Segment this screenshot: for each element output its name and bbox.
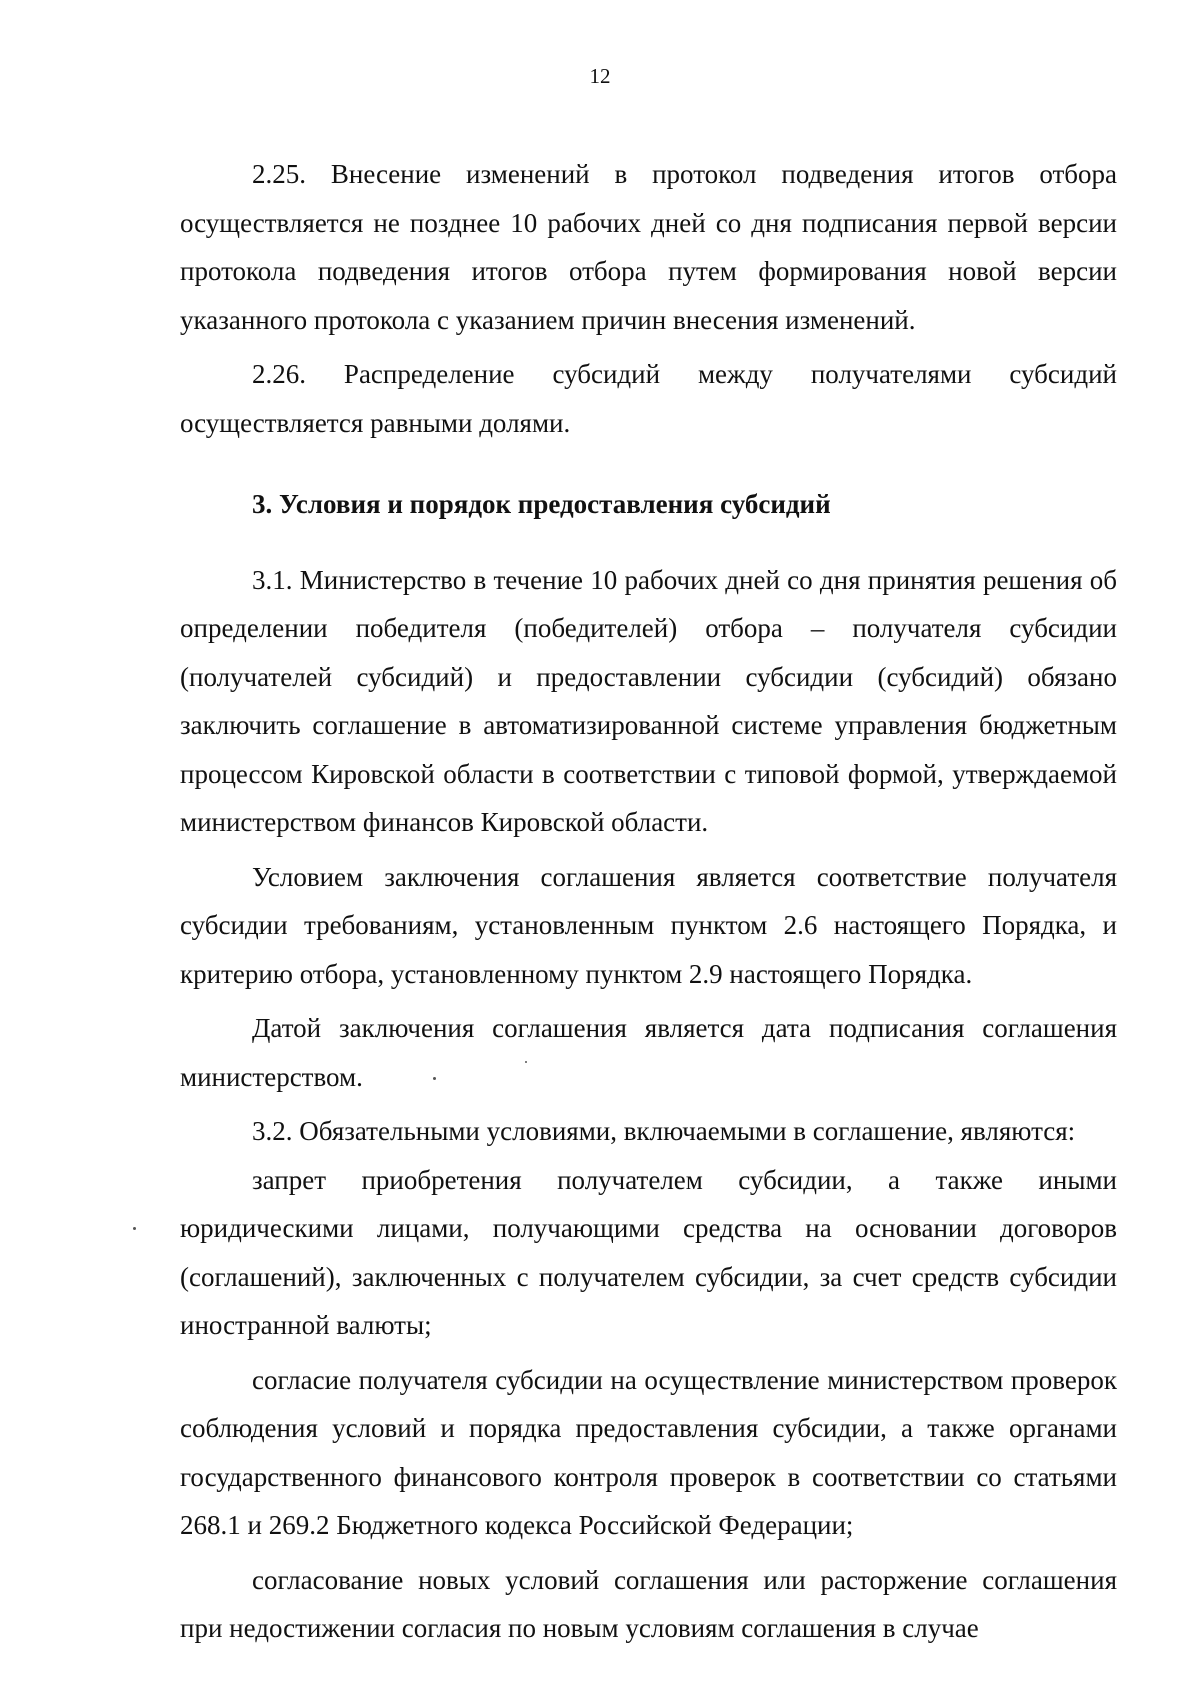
- paragraph-date: Датой заключения соглашения является дата подписания соглашения министерством.: [180, 1013, 1117, 1092]
- paragraph-agreement-change: согласование новых условий соглашения или расторжение соглашения при недостижении согласия по новым условиям соглашения в случае: [180, 1564, 1117, 1643]
- paragraph-consent: согласие получателя субсидии на осуществление министерством проверок соблюдения условий и порядка предоставления субсидии, а также органами государственного финансового контроля проверок в соответствии со статьями 268.1 и 269.2 Бюджетного кодекса Российской Федерации;: [180, 1364, 1117, 1540]
- paragraph-condition: Условием заключения соглашения является соответствие получателя субсидии требованиям, установленным пунктом 2.6 настоящего Порядка, и критерию отбора, установленному пунктом 2.9 настоящего Порядка.: [180, 861, 1117, 989]
- scan-speck: [133, 1227, 136, 1230]
- section-heading: 3. Условия и порядок предоставления субсидий: [252, 489, 831, 519]
- scan-speck: [433, 1077, 436, 1080]
- paragraph-prohibition: запрет приобретения получателем субсидии, а также иными юридическими лицами, получающими средства на основании договоров (соглашений), заключенных с получателем субсидии, за счет средств субсидии иностранной валюты;: [180, 1164, 1117, 1340]
- document-body: [180, 150, 1117, 1653]
- paragraph-2-26: 2.26. Распределение субсидий между получателями субсидий осуществляется равными долями.: [180, 359, 1117, 438]
- paragraph-3-1: 3.1. Министерство в течение 10 рабочих дней со дня принятия решения об определении победителя (победителей) отбора – получателя субсидии (получателей субсидий) и предоставлении субсидии (субсидий) обязано заключить соглашение в автоматизированной системе управления бюджетным процессом Кировской области в соответствии с типовой формой, утверждаемой министерством финансов Кировской области.: [180, 564, 1117, 837]
- paragraph-2-25: 2.25. Внесение изменений в протокол подведения итогов отбора осуществляется не позднее 10 рабочих дней со дня подписания первой версии протокола подведения итогов отбора путем формирования новой версии указанного протокола с указанием причин внесения изменений.: [180, 159, 1117, 335]
- page-number: 12: [589, 64, 611, 88]
- scan-speck: [525, 1061, 527, 1063]
- paragraph-3-2: 3.2. Обязательными условиями, включаемыми в соглашение, являются:: [252, 1116, 1076, 1146]
